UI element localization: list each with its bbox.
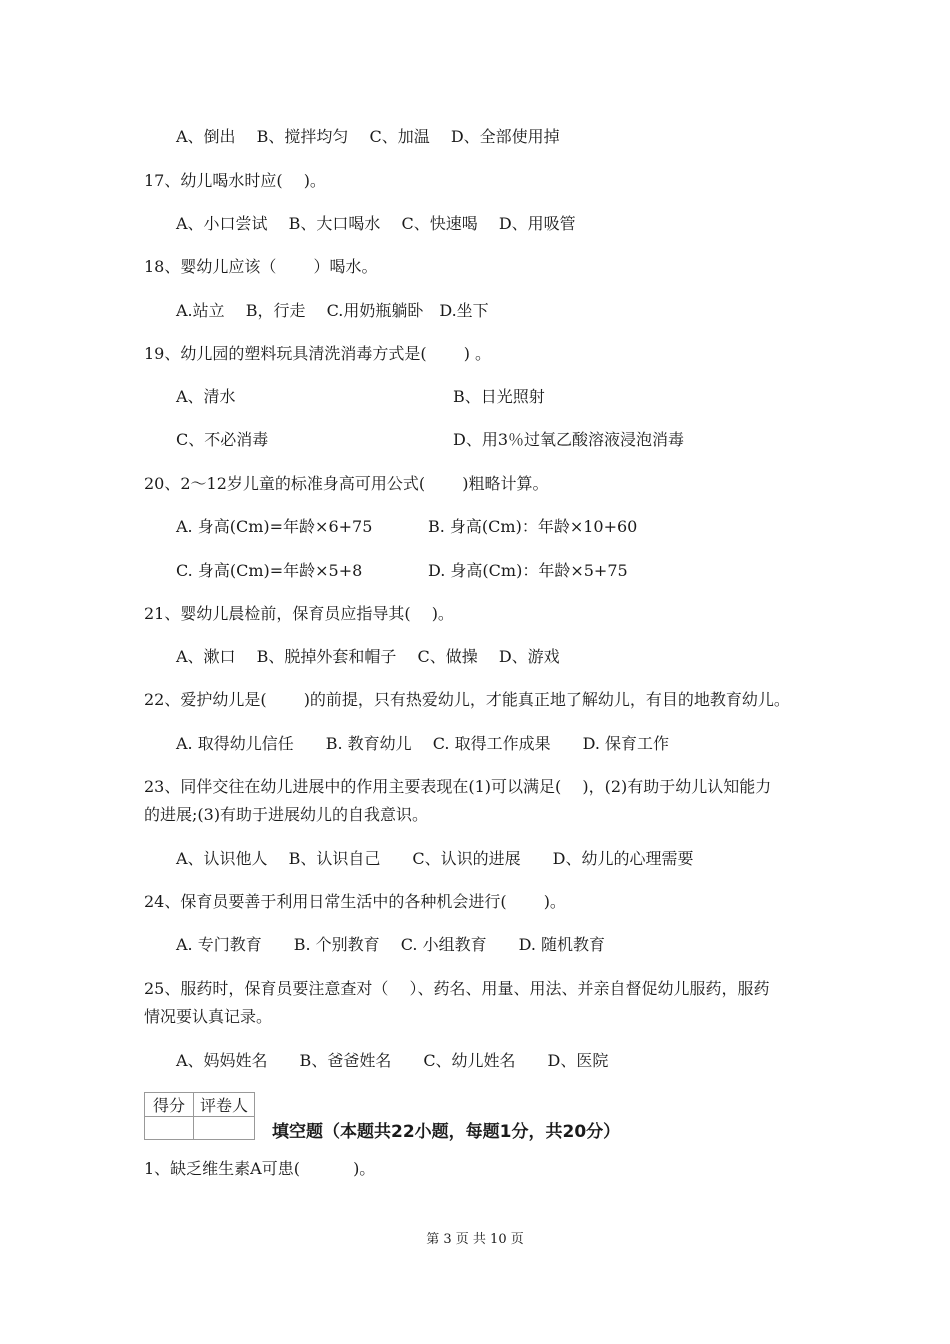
q23-stem-line1: 23、同伴交往在幼儿进展中的作用主要表现在(1)可以满足( )，(2)有助于幼儿认知能力 — [144, 777, 772, 796]
q25-stem-line1: 25、服药时，保育员要注意查对（ ）、药名、用量、用法、并亲自督促幼儿服药，服药 — [144, 979, 770, 998]
section-title: 填空题（本题共22小题，每题1分，共20分） — [272, 1122, 621, 1142]
q22-stem: 22、爱护幼儿是( )的前提，只有热爱幼儿，才能真正地了解幼儿，有目的地教育幼儿。 — [144, 690, 790, 709]
q16-options: A、倒出 B、搅拌均匀 C、加温 D、全部使用掉 — [176, 127, 560, 146]
q18-options: A.站立 B，行走 C.用奶瓶躺卧 D.坐下 — [176, 301, 489, 320]
score-label: 得分 — [145, 1093, 194, 1117]
q20-option-c: C. 身高(Cm)=年龄×5+8 — [176, 561, 363, 580]
q23-options: A、认识他人 B、认识自己 C、认识的进展 D、幼儿的心理需要 — [176, 849, 694, 868]
page-footer: 第 3 页 共 10 页 — [426, 1232, 524, 1247]
q21-options: A、漱口 B、脱掉外套和帽子 C、做操 D、游戏 — [176, 647, 560, 666]
q19-option-d: D、用3％过氧乙酸溶液浸泡消毒 — [453, 430, 685, 449]
q20-stem: 20、2～12岁儿童的标准身高可用公式( )粗略计算。 — [144, 474, 549, 493]
q20-option-a: A. 身高(Cm)=年龄×6+75 — [176, 517, 373, 536]
q19-stem: 19、幼儿园的塑料玩具清洗消毒方式是( ) 。 — [144, 344, 492, 363]
reviewer-cell — [194, 1117, 255, 1140]
q19-option-b: B、日光照射 — [453, 387, 545, 406]
q17-options: A、小口尝试 B、大口喝水 C、快速喝 D、用吸管 — [176, 214, 576, 233]
q20-option-d: D. 身高(Cm)：年龄×5+75 — [428, 561, 628, 580]
fill-in-q1: 1、缺乏维生素A可患( )。 — [144, 1159, 376, 1178]
q25-options: A、妈妈姓名 B、爸爸姓名 C、幼儿姓名 D、医院 — [176, 1051, 609, 1070]
q20-option-b: B. 身高(Cm)：年龄×10+60 — [428, 517, 638, 536]
q24-options: A. 专门教育 B. 个别教育 C. 小组教育 D. 随机教育 — [176, 935, 606, 954]
q17-stem: 17、幼儿喝水时应( )。 — [144, 171, 326, 190]
q23-stem-line2: 的进展;(3)有助于进展幼儿的自我意识。 — [144, 805, 429, 824]
q18-stem: 18、婴幼儿应该（ ）喝水。 — [144, 257, 378, 276]
q21-stem: 21、婴幼儿晨检前，保育员应指导其( )。 — [144, 604, 454, 623]
q24-stem: 24、保育员要善于利用日常生活中的各种机会进行( )。 — [144, 892, 566, 911]
q19-option-c: C、不必消毒 — [176, 430, 269, 449]
score-cell — [145, 1117, 194, 1140]
q22-options: A. 取得幼儿信任 B. 教育幼儿 C. 取得工作成果 D. 保育工作 — [176, 734, 670, 753]
score-box — [144, 1092, 255, 1140]
q19-option-a: A、清水 — [176, 387, 236, 406]
reviewer-label: 评卷人 — [194, 1093, 255, 1117]
q25-stem-line2: 情况要认真记录。 — [144, 1007, 273, 1026]
